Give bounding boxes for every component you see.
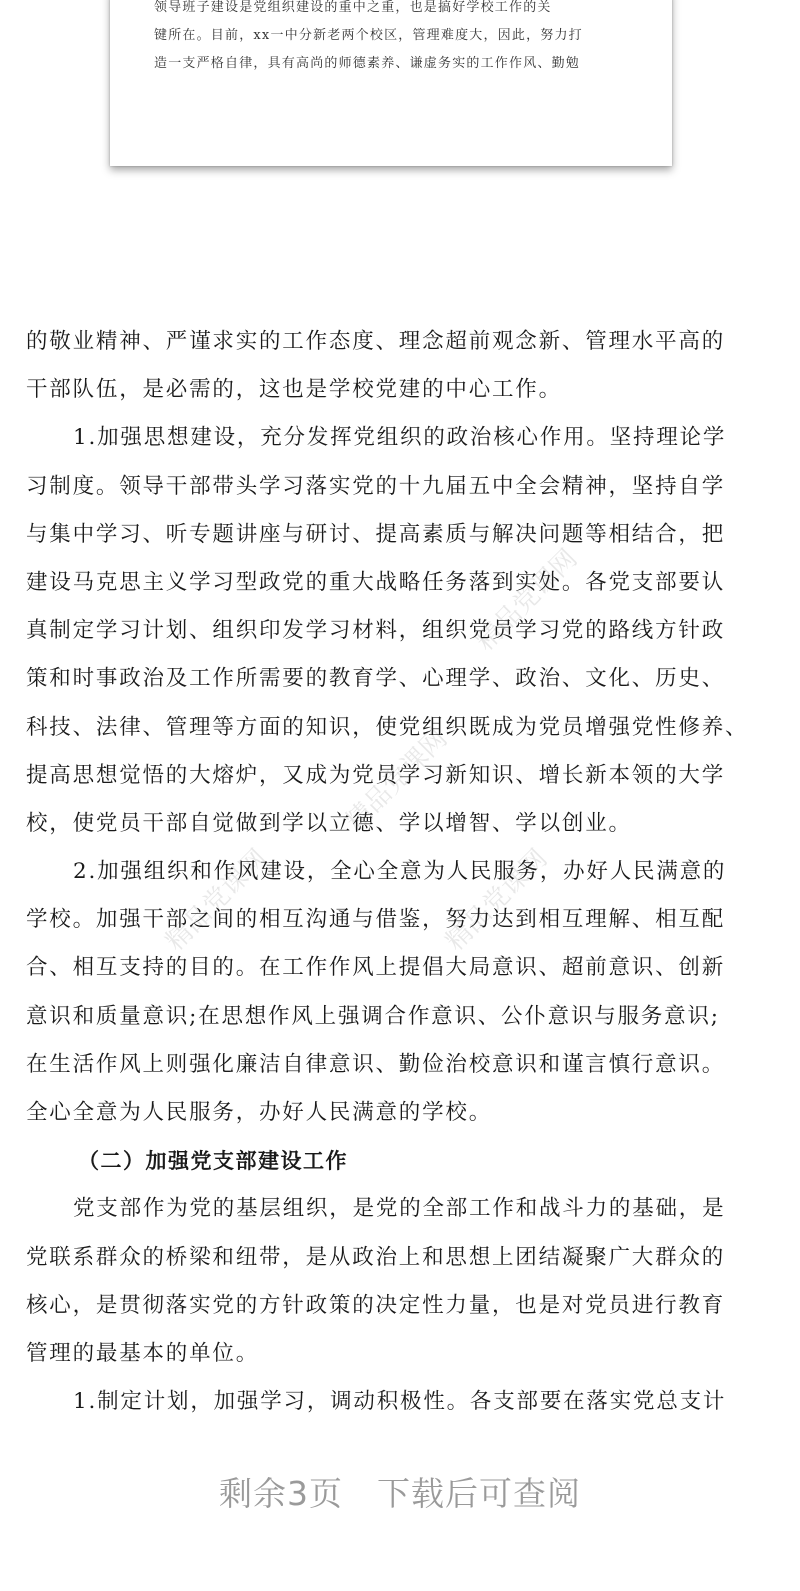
text-line: 2.加强组织和作风建设，全心全意为人民服务，办好人民满意的 — [73, 859, 727, 885]
text-line: 1.制定计划，加强学习，调动积极性。各支部要在落实党总支计 — [73, 1389, 727, 1415]
download-prompt[interactable] — [0, 1468, 800, 1515]
text-line: 建设马克思主义学习型政党的重大战略任务落到实处。各党支部要认 — [26, 569, 726, 595]
download-to-view-label: 下载后可查阅 — [377, 1474, 581, 1513]
text-line: 管理的最基本的单位。 — [26, 1340, 260, 1366]
text-line: 提高思想觉悟的大熔炉，又成为党员学习新知识、增长新本领的大学 — [26, 762, 726, 788]
text-line: 合、相互支持的目的。在工作作风上提倡大局意识、超前意识、创新 — [26, 955, 726, 981]
text-line: 真制定学习计划、组织印发学习材料，组织党员学习党的路线方针政 — [26, 618, 726, 644]
text-line: 学校。加强干部之间的相互沟通与借鉴，努力达到相互理解、相互配 — [26, 907, 726, 933]
text-line: 在生活作风上则强化廉洁自律意识、勤俭治校意识和谨言慎行意识。 — [26, 1051, 726, 1077]
watermark: 精品党课网 — [470, 543, 584, 657]
text-line: 策和时事政治及工作所需要的教育学、心理学、政治、文化、历史、 — [26, 666, 726, 692]
watermark: 精品党课网 — [340, 723, 454, 837]
page-preview-card — [110, 0, 672, 166]
text-line: 习制度。领导干部带头学习落实党的十九届五中全会精神，坚持自学 — [26, 473, 726, 499]
watermark: 精品党课网 — [160, 843, 274, 957]
text-line: 干部队伍，是必需的，这也是学校党建的中心工作。 — [26, 377, 562, 403]
text-line: 核心，是贯彻落实党的方针政策的决定性力量，也是对党员进行教育 — [26, 1292, 726, 1318]
text-line: 1.加强思想建设，充分发挥党组织的政治核心作用。坚持理论学 — [73, 425, 727, 451]
text-line: 科技、法律、管理等方面的知识，使党组织既成为党员增强党性修养、 — [26, 714, 749, 740]
text-line: 全心全意为人民服务，办好人民满意的学校。 — [26, 1100, 493, 1125]
watermark: 精品党课网 — [440, 843, 554, 957]
text-line: 与集中学习、听专题讲座与研讨、提高素质与解决问题等相结合，把 — [26, 521, 726, 547]
preview-line: 造一支严格自律，具有高尚的师德素养、谦虚务实的工作作风、勤勉 — [154, 56, 581, 71]
section-heading: （二）加强党支部建设工作 — [78, 1149, 348, 1174]
text-line: 意识和质量意识;在思想作风上强调合作意识、公仆意识与服务意识; — [26, 1003, 720, 1029]
remaining-pages-label: 剩余3页 — [219, 1474, 343, 1513]
preview-line: 领导班子建设是党组织建设的重中之重，也是搞好学校工作的关 — [154, 0, 552, 15]
document-body — [26, 318, 776, 1426]
text-line: 的敬业精神、严谨求实的工作态度、理念超前观念新、管理水平高的 — [26, 329, 726, 354]
text-line: 校，使党员干部自觉做到学以立德、学以增智、学以创业。 — [26, 810, 632, 836]
text-line: 党支部作为党的基层组织，是党的全部工作和战斗力的基础，是 — [73, 1196, 726, 1222]
preview-line: 键所在。目前，xx一中分新老两个校区，管理难度大，因此，努力打 — [154, 28, 583, 43]
text-line: 党联系群众的桥梁和纽带，是从政治上和思想上团结凝聚广大群众的 — [26, 1244, 726, 1270]
